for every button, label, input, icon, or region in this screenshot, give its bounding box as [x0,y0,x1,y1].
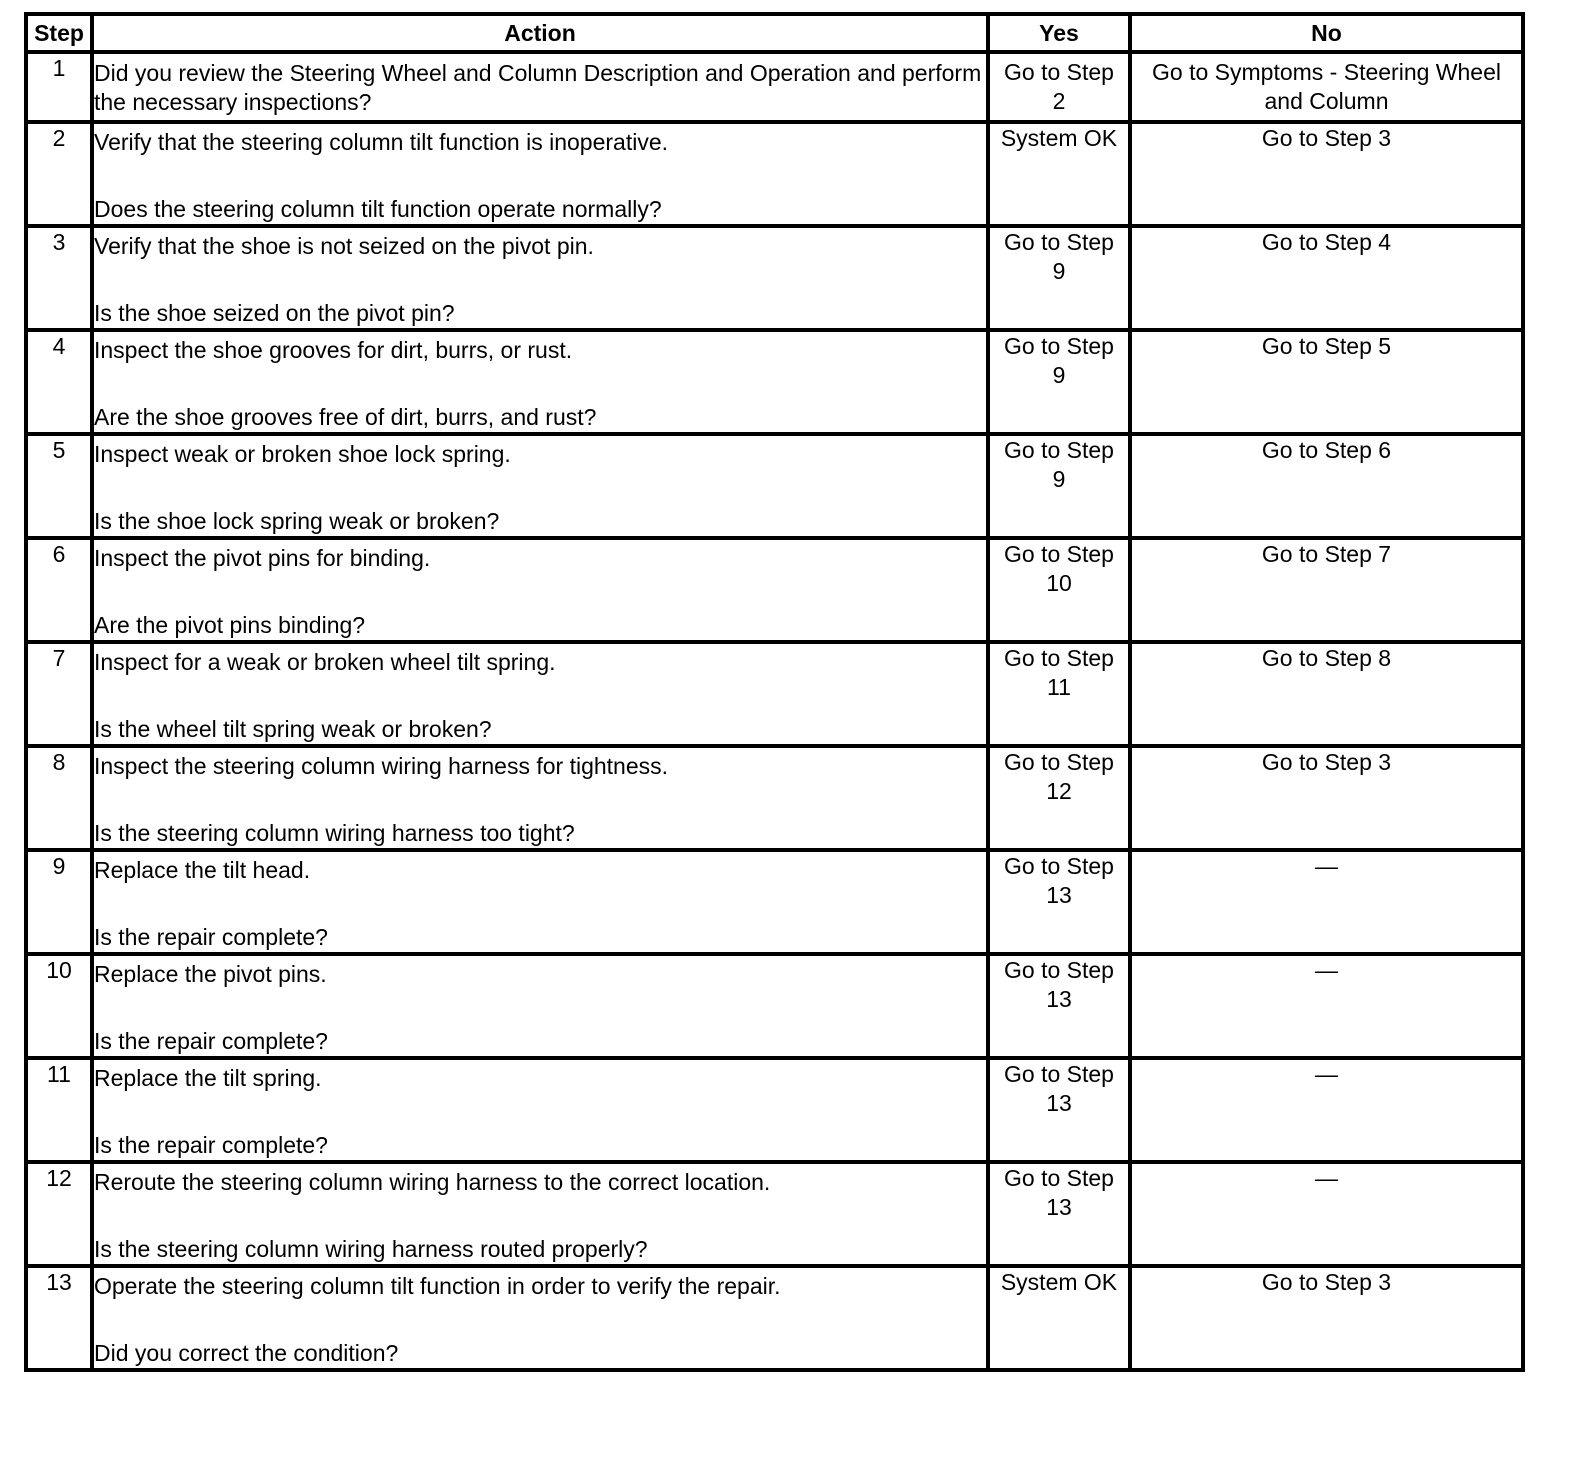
action-question: Is the shoe seized on the pivot pin? [94,300,455,326]
diagnostic-table [24,12,1525,1372]
yes-result [988,538,1130,642]
action-instruction: Verify that the steering column tilt function is inoperative. [94,129,669,155]
no-result-line: Go to Step 3 [1261,125,1392,151]
yes-result-line: Go to Step [1004,749,1114,775]
yes-result-line: Go to Step [1004,957,1114,983]
action-cell [92,1266,988,1370]
no-result [1130,746,1523,850]
step-number: 4 [26,330,92,434]
yes-result-line: 9 [1052,466,1066,492]
yes-result [988,746,1130,850]
step-number: 10 [26,954,92,1058]
no-result [1130,52,1523,122]
yes-result [988,122,1130,226]
step-number: 3 [26,226,92,330]
action-question: Are the pivot pins binding? [94,612,366,638]
yes-result-line: Go to Step [1004,333,1114,359]
action-cell [92,746,988,850]
action-cell [92,642,988,746]
no-result-line: Go to Step 6 [1261,437,1392,463]
yes-result [988,330,1130,434]
table-row [26,226,1523,330]
action-question: Is the repair complete? [94,924,328,950]
header-row [26,14,1523,52]
table-row [26,1058,1523,1162]
step-number: 2 [26,122,92,226]
step-number: 1 [26,52,92,122]
action-question: Is the repair complete? [94,1028,328,1054]
action-question: Is the steering column wiring harness routed properly? [94,1236,648,1262]
action-instruction: Reroute the steering column wiring harness to the correct location. [94,1169,771,1195]
yes-result-line: 13 [1046,986,1072,1012]
no-result [1130,850,1523,954]
header-yes: Yes [988,14,1130,52]
action-cell [92,226,988,330]
yes-result-line: 13 [1046,882,1072,908]
step-number: 7 [26,642,92,746]
no-result [1130,642,1523,746]
action-cell [92,330,988,434]
table-row [26,954,1523,1058]
yes-result [988,1266,1130,1370]
action-question: Did you correct the condition? [94,1340,399,1366]
action-cell [92,52,988,122]
yes-result-line: 9 [1052,362,1066,388]
step-number: 5 [26,434,92,538]
step-number: 8 [26,746,92,850]
action-question: Is the wheel tilt spring weak or broken? [94,716,492,742]
action-cell [92,850,988,954]
table-row [26,1266,1523,1370]
action-instruction: Replace the pivot pins. [94,961,327,987]
yes-result-line: Go to Step [1004,1165,1114,1191]
action-cell [92,1058,988,1162]
table-row [26,52,1523,122]
yes-result-line: Go to Step [1004,229,1114,255]
yes-result [988,434,1130,538]
yes-result-line: 9 [1052,258,1066,284]
no-result [1130,1266,1523,1370]
no-result-line: — [1315,1061,1338,1087]
yes-result-line: Go to Step [1004,1061,1114,1087]
action-question: Are the shoe grooves free of dirt, burrs, and rust? [94,404,597,430]
step-number: 6 [26,538,92,642]
no-result-line: Go to Step 4 [1261,229,1392,255]
table-row [26,538,1523,642]
no-result-line: Go to Step 8 [1261,645,1392,671]
table-row [26,642,1523,746]
no-result [1130,538,1523,642]
action-question: Did you review the Steering Wheel and Column Description and Operation and perform the necessary inspections? [94,60,982,115]
yes-result-line: 2 [1052,88,1066,114]
yes-result-line: System OK [1000,1269,1118,1295]
action-question: Does the steering column tilt function operate normally? [94,196,662,222]
header-step: Step [26,14,92,52]
yes-result-line: System OK [1000,125,1118,151]
action-question: Is the repair complete? [94,1132,328,1158]
no-result [1130,226,1523,330]
action-instruction: Inspect the steering column wiring harness for tightness. [94,753,669,779]
yes-result [988,1058,1130,1162]
action-instruction: Verify that the shoe is not seized on the pivot pin. [94,233,594,259]
no-result-line: Go to Step 7 [1261,541,1392,567]
no-result [1130,954,1523,1058]
yes-result-line: 11 [1047,674,1071,700]
action-question: Is the shoe lock spring weak or broken? [94,508,500,534]
no-result-line: Go to Step 3 [1261,1269,1392,1295]
table-body [26,52,1523,1370]
yes-result-line: Go to Step [1004,59,1114,85]
step-number: 12 [26,1162,92,1266]
yes-result [988,226,1130,330]
action-instruction: Inspect weak or broken shoe lock spring. [94,441,511,467]
action-instruction: Replace the tilt spring. [94,1065,322,1091]
step-number: 11 [26,1058,92,1162]
no-result-line: Go to Symptoms - Steering Wheel [1152,59,1501,85]
action-instruction: Inspect the pivot pins for binding. [94,545,431,571]
no-result-line: Go to Step 5 [1261,333,1392,359]
table-row [26,1162,1523,1266]
table-row [26,330,1523,434]
table-row [26,850,1523,954]
action-cell [92,538,988,642]
no-result [1130,1058,1523,1162]
no-result [1130,330,1523,434]
yes-result [988,954,1130,1058]
no-result [1130,1162,1523,1266]
no-result-line: and Column [1264,88,1389,114]
no-result-line: — [1315,853,1338,879]
yes-result-line: 13 [1046,1090,1072,1116]
yes-result-line: 12 [1046,778,1072,804]
no-result-line: — [1315,957,1338,983]
no-result [1130,122,1523,226]
step-number: 9 [26,850,92,954]
action-instruction: Inspect for a weak or broken wheel tilt spring. [94,649,556,675]
yes-result-line: Go to Step [1004,437,1114,463]
action-cell [92,122,988,226]
yes-result-line: Go to Step [1004,541,1114,567]
no-result-line: Go to Step 3 [1261,749,1392,775]
yes-result-line: 13 [1046,1194,1072,1220]
yes-result [988,850,1130,954]
yes-result [988,52,1130,122]
table-row [26,122,1523,226]
action-question: Is the steering column wiring harness too tight? [94,820,575,846]
header-action: Action [92,14,988,52]
yes-result [988,642,1130,746]
no-result-line: — [1315,1165,1338,1191]
header-no: No [1130,14,1523,52]
table-row [26,746,1523,850]
yes-result-line: Go to Step [1004,645,1114,671]
action-instruction: Operate the steering column tilt function in order to verify the repair. [94,1273,781,1299]
action-cell [92,434,988,538]
action-cell [92,1162,988,1266]
table-row [26,434,1523,538]
action-instruction: Inspect the shoe grooves for dirt, burrs, or rust. [94,337,573,363]
yes-result-line: 10 [1046,570,1072,596]
step-number: 13 [26,1266,92,1370]
yes-result-line: Go to Step [1004,853,1114,879]
action-cell [92,954,988,1058]
yes-result [988,1162,1130,1266]
action-instruction: Replace the tilt head. [94,857,311,883]
no-result [1130,434,1523,538]
